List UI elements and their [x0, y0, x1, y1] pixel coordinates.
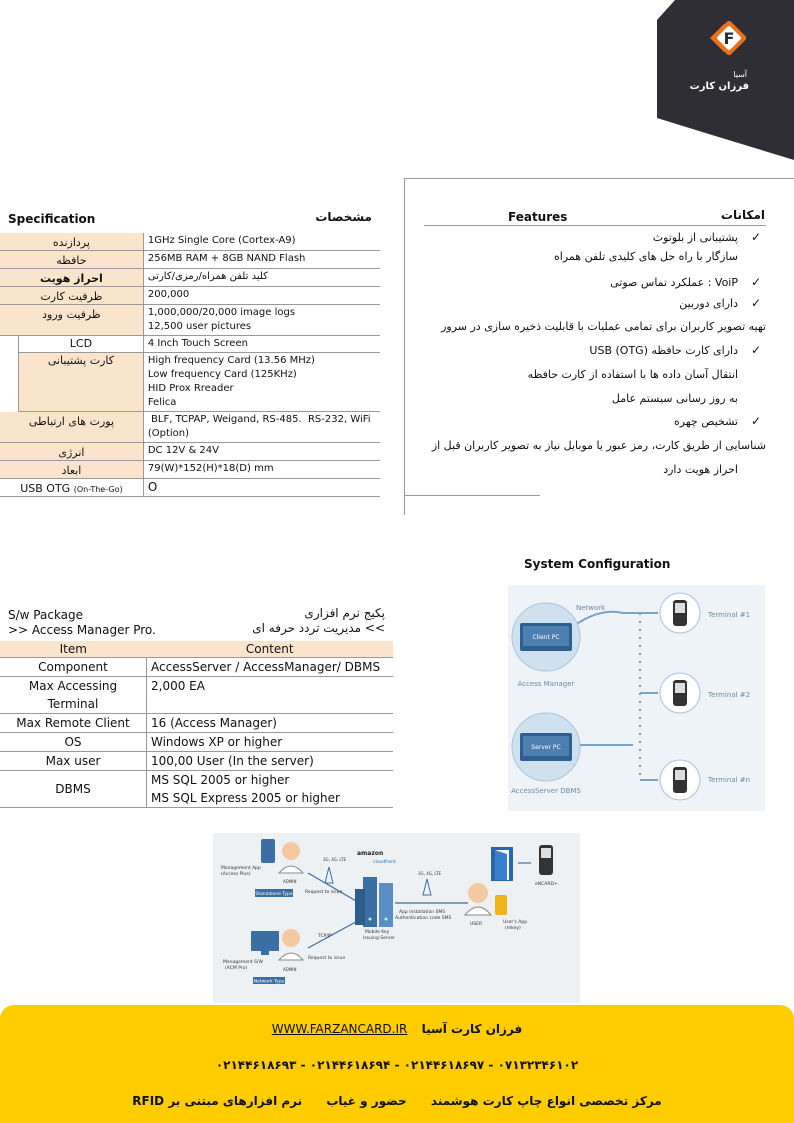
- usb-label: USB OTG: [20, 482, 71, 495]
- footer-phones: ۰۷۱۳۲۳۴۶۱۰۲ - ۰۲۱۴۴۶۱۸۶۹۷ - ۰۲۱۴۴۶۱۸۶۹۴ - ۰۲۱۴۴۶۱۸۶۹۳: [215, 1058, 579, 1072]
- card-type: Felica: [147, 397, 177, 408]
- table-row: [0, 714, 393, 733]
- table-row: [0, 677, 393, 714]
- dbms-line-2: MS SQL Express 2005 or higher: [151, 791, 340, 805]
- picture-capacity: 12,500 user pictures: [147, 321, 252, 332]
- admin-pc-icon: [251, 931, 279, 951]
- feature-item: VoiP : عملکرد تماس صوتی: [610, 276, 738, 289]
- spec-value: 256MB RAM + 8GB NAND Flash: [143, 251, 380, 269]
- request-label-1: Request to issue: [305, 890, 343, 895]
- spec-row: [0, 479, 380, 497]
- accessserver-label: AccessServer DBMS: [511, 787, 581, 795]
- tcpip-label: TCP/IP: [318, 934, 332, 939]
- service-item: مرکز تخصصی انواع چاپ کارت هوشمند: [430, 1094, 662, 1108]
- server-pc-label: Server PC: [531, 744, 561, 751]
- spec-table: [0, 233, 380, 497]
- card-type: Low frequency Card (125KHz): [147, 369, 297, 380]
- log-capacity: 1,000,000/20,000 image logs: [147, 307, 296, 318]
- spec-value: O: [143, 479, 380, 497]
- acm-pro-label: (ACM Pro): [225, 966, 248, 971]
- spec-title-fa: مشخصات: [315, 210, 372, 224]
- spec-label: پورت های ارتباطی: [0, 412, 143, 443]
- logo-sub: آسیا: [733, 70, 747, 79]
- features-divider: [424, 225, 766, 226]
- content-cell: [147, 771, 394, 808]
- spec-label: پردازنده: [0, 233, 143, 251]
- feature-item: پشتیبانی از بلوتوث: [652, 231, 738, 244]
- table-row: [0, 733, 393, 752]
- ecard-label: eNCARD+: [535, 882, 558, 887]
- system-config-title: System Configuration: [524, 557, 671, 571]
- sw-package-name: >> Access Manager Pro.: [8, 623, 156, 637]
- item-cell: Max user: [0, 752, 147, 771]
- table-row: [0, 752, 393, 771]
- usb-label-small: (On-The-Go): [73, 485, 123, 494]
- auth-value: کلید تلفن همراه/رمزی/کارتی: [147, 271, 268, 282]
- issuing-server-label: Issuing Server: [363, 936, 396, 941]
- spec-label: ظرفیت ورود: [0, 305, 143, 336]
- feature-detail: شناسایی از طریق کارت، رمز عبور یا موبایل نیاز به تصویر کاربران قبل از: [431, 439, 766, 452]
- company-name: فرزان کارت آسیا: [421, 1022, 523, 1036]
- feature-detail: تهیه تصویر کاربران برای تمامی عملیات با قابلیت ذخیره سازی در سرور: [441, 320, 766, 333]
- header-content: Content: [147, 641, 394, 658]
- user-phone-icon: [495, 895, 507, 915]
- service-item: نرم افزارهای مبتنی بر RFID: [132, 1094, 303, 1108]
- management-app-label: Management App: [221, 866, 261, 871]
- check-icon: ✓: [751, 230, 762, 244]
- spec-row: [0, 251, 380, 269]
- spec-label: انرژی: [0, 443, 143, 461]
- client-pc-label: Client PC: [532, 634, 560, 641]
- sw-package-name-fa-wrap: [230, 621, 385, 636]
- dbms-line-1: MS SQL 2005 or higher: [151, 773, 290, 787]
- logo-letter: F: [723, 29, 735, 48]
- standalone-label: Standalone Type: [255, 892, 293, 897]
- management-sw-label: Management S/W: [223, 960, 263, 965]
- card-type: High frequency Card (13.56 MHz): [147, 355, 315, 366]
- spec-group-bracket: [0, 336, 19, 412]
- admin-avatar-icon: [282, 929, 300, 947]
- spec-row: [0, 443, 380, 461]
- item-cell: Component: [0, 658, 147, 677]
- sw-package-label: S/w Package: [8, 608, 84, 622]
- lte-label-2: 3G, 4G, LTE: [418, 871, 442, 876]
- features-title-fa: امکانات: [720, 208, 765, 222]
- spec-row: [0, 287, 380, 305]
- terminal-2-icon: [660, 673, 700, 713]
- card-type: HID Prox Rreader: [147, 383, 234, 394]
- network-type-label: Network Type: [253, 979, 285, 985]
- spec-label: کارت پشتیبانی: [19, 353, 144, 412]
- spec-title-en: Specification: [8, 212, 96, 226]
- item-cell: Max Accessing Terminal: [0, 677, 147, 714]
- mkey-label: (mkey): [505, 926, 521, 931]
- spec-value: [143, 305, 380, 336]
- sw-package-name-fa: >> مدیریت تردد حرفه ای: [252, 621, 385, 635]
- admin-label-2: ADMIN: [283, 967, 297, 972]
- content-cell: AccessServer / AccessManager/ DBMS: [147, 658, 394, 677]
- content-cell: 100,00 User (In the server): [147, 752, 394, 771]
- feature-detail: سازگار با راه حل های کلیدی تلفن همراه: [554, 250, 738, 263]
- system-config-diagram: [508, 585, 765, 811]
- content-cell: 2,000 EA: [147, 677, 394, 714]
- spec-value: 4 Inch Touch Screen: [143, 336, 380, 353]
- request-label-2: Request to issue: [308, 956, 346, 961]
- table-row: [0, 771, 393, 808]
- mobile-key-diagram: [213, 833, 580, 1003]
- item-cell: Max Remote Client: [0, 714, 147, 733]
- software-package-en: [8, 608, 156, 638]
- table-header-row: [0, 641, 393, 658]
- spec-value: [143, 269, 380, 287]
- spec-row: [0, 461, 380, 479]
- content-cell: Windows XP or higher: [147, 733, 394, 752]
- software-table: [0, 641, 393, 808]
- spec-row: [0, 269, 380, 287]
- feature-item: دارای کارت حافظه USB (OTG): [589, 344, 738, 357]
- terminal-1-icon: [660, 593, 700, 633]
- terminal-n-label: Terminal #n: [708, 776, 751, 784]
- spec-row: [0, 353, 380, 412]
- admin-label-1: ADMIN: [283, 879, 297, 884]
- spec-label: حافظه: [0, 251, 143, 269]
- feature-item: دارای دوربین: [679, 297, 738, 310]
- feature-item: تشخیص چهره: [674, 415, 738, 428]
- users-app-label: User's App: [503, 920, 528, 925]
- check-icon: ✓: [751, 414, 762, 428]
- service-item: حضور و غیاب: [326, 1094, 407, 1108]
- sw-package-label-fa: پکیج نرم افزاری: [304, 606, 385, 620]
- check-icon: ✓: [751, 296, 762, 310]
- features-bottom-divider: [404, 495, 540, 496]
- content-cell: 16 (Access Manager): [147, 714, 394, 733]
- admin-phone-icon: [261, 839, 275, 863]
- access-manager-label: Access Manager: [517, 680, 575, 688]
- feature-detail: احراز هویت دارد: [663, 463, 738, 476]
- check-icon: ✓: [751, 343, 762, 357]
- spec-row: [0, 233, 380, 251]
- footer-services: [0, 1094, 794, 1108]
- terminal-2-label: Terminal #2: [708, 691, 751, 699]
- terminal-n-icon: [660, 760, 700, 800]
- spec-value: 1GHz Single Core (Cortex-A9): [143, 233, 380, 251]
- ports-option: (Option): [147, 428, 190, 439]
- amazon-label: amazon: [357, 850, 384, 857]
- spec-value: [143, 353, 380, 412]
- company-logo: [657, 0, 794, 160]
- network-label: Network: [576, 604, 606, 612]
- spec-row: [0, 412, 380, 443]
- item-cell: DBMS: [0, 771, 147, 808]
- terminal-1-label: Terminal #1: [708, 611, 751, 619]
- header-item: Item: [0, 641, 147, 658]
- software-package-fa: [230, 606, 385, 636]
- user-avatar-icon: [468, 883, 488, 903]
- feature-detail: به روز رسانی سیستم عامل: [611, 392, 738, 405]
- access-plus-label: (Access Plus): [221, 872, 251, 877]
- logo-brand: فرزان کارت: [689, 81, 749, 92]
- spec-row: [0, 305, 380, 336]
- website-link[interactable]: WWW.FARZANCARD.IR: [271, 1022, 408, 1036]
- table-row: [0, 658, 393, 677]
- lte-label-1: 3G, 4G, LTE: [323, 857, 347, 862]
- user-label: USER: [470, 922, 483, 927]
- feature-detail: انتقال آسان داده ها با استفاده از کارت حافظه: [527, 368, 738, 381]
- spec-value: 200,000: [143, 287, 380, 305]
- cloudfront-label: cloudfront: [373, 860, 396, 865]
- check-icon: ✓: [751, 275, 762, 289]
- sms-label-1: App installation SMS: [399, 910, 446, 915]
- spec-label: احراز هویت: [0, 269, 143, 287]
- item-cell: OS: [0, 733, 147, 752]
- spec-label: LCD: [19, 336, 144, 353]
- spec-value: [143, 412, 380, 443]
- ports-value: BLF, TCPAP, Weigand, RS-485. RS-232, WiFi: [147, 414, 371, 425]
- sms-label-2: Authentication code SMS: [395, 916, 452, 921]
- spec-label: [0, 479, 143, 497]
- footer-line-company: [0, 1022, 794, 1036]
- spec-value: DC 12V & 24V: [143, 443, 380, 461]
- spec-label: ابعاد: [0, 461, 143, 479]
- mobile-key-label: Mobile Key: [365, 930, 390, 935]
- spec-value: 79(W)*152(H)*18(D) mm: [143, 461, 380, 479]
- spec-row: [0, 336, 380, 353]
- admin-avatar-icon: [282, 842, 300, 860]
- spec-label: ظرفیت کارت: [0, 287, 143, 305]
- features-title-en: Features: [508, 210, 568, 224]
